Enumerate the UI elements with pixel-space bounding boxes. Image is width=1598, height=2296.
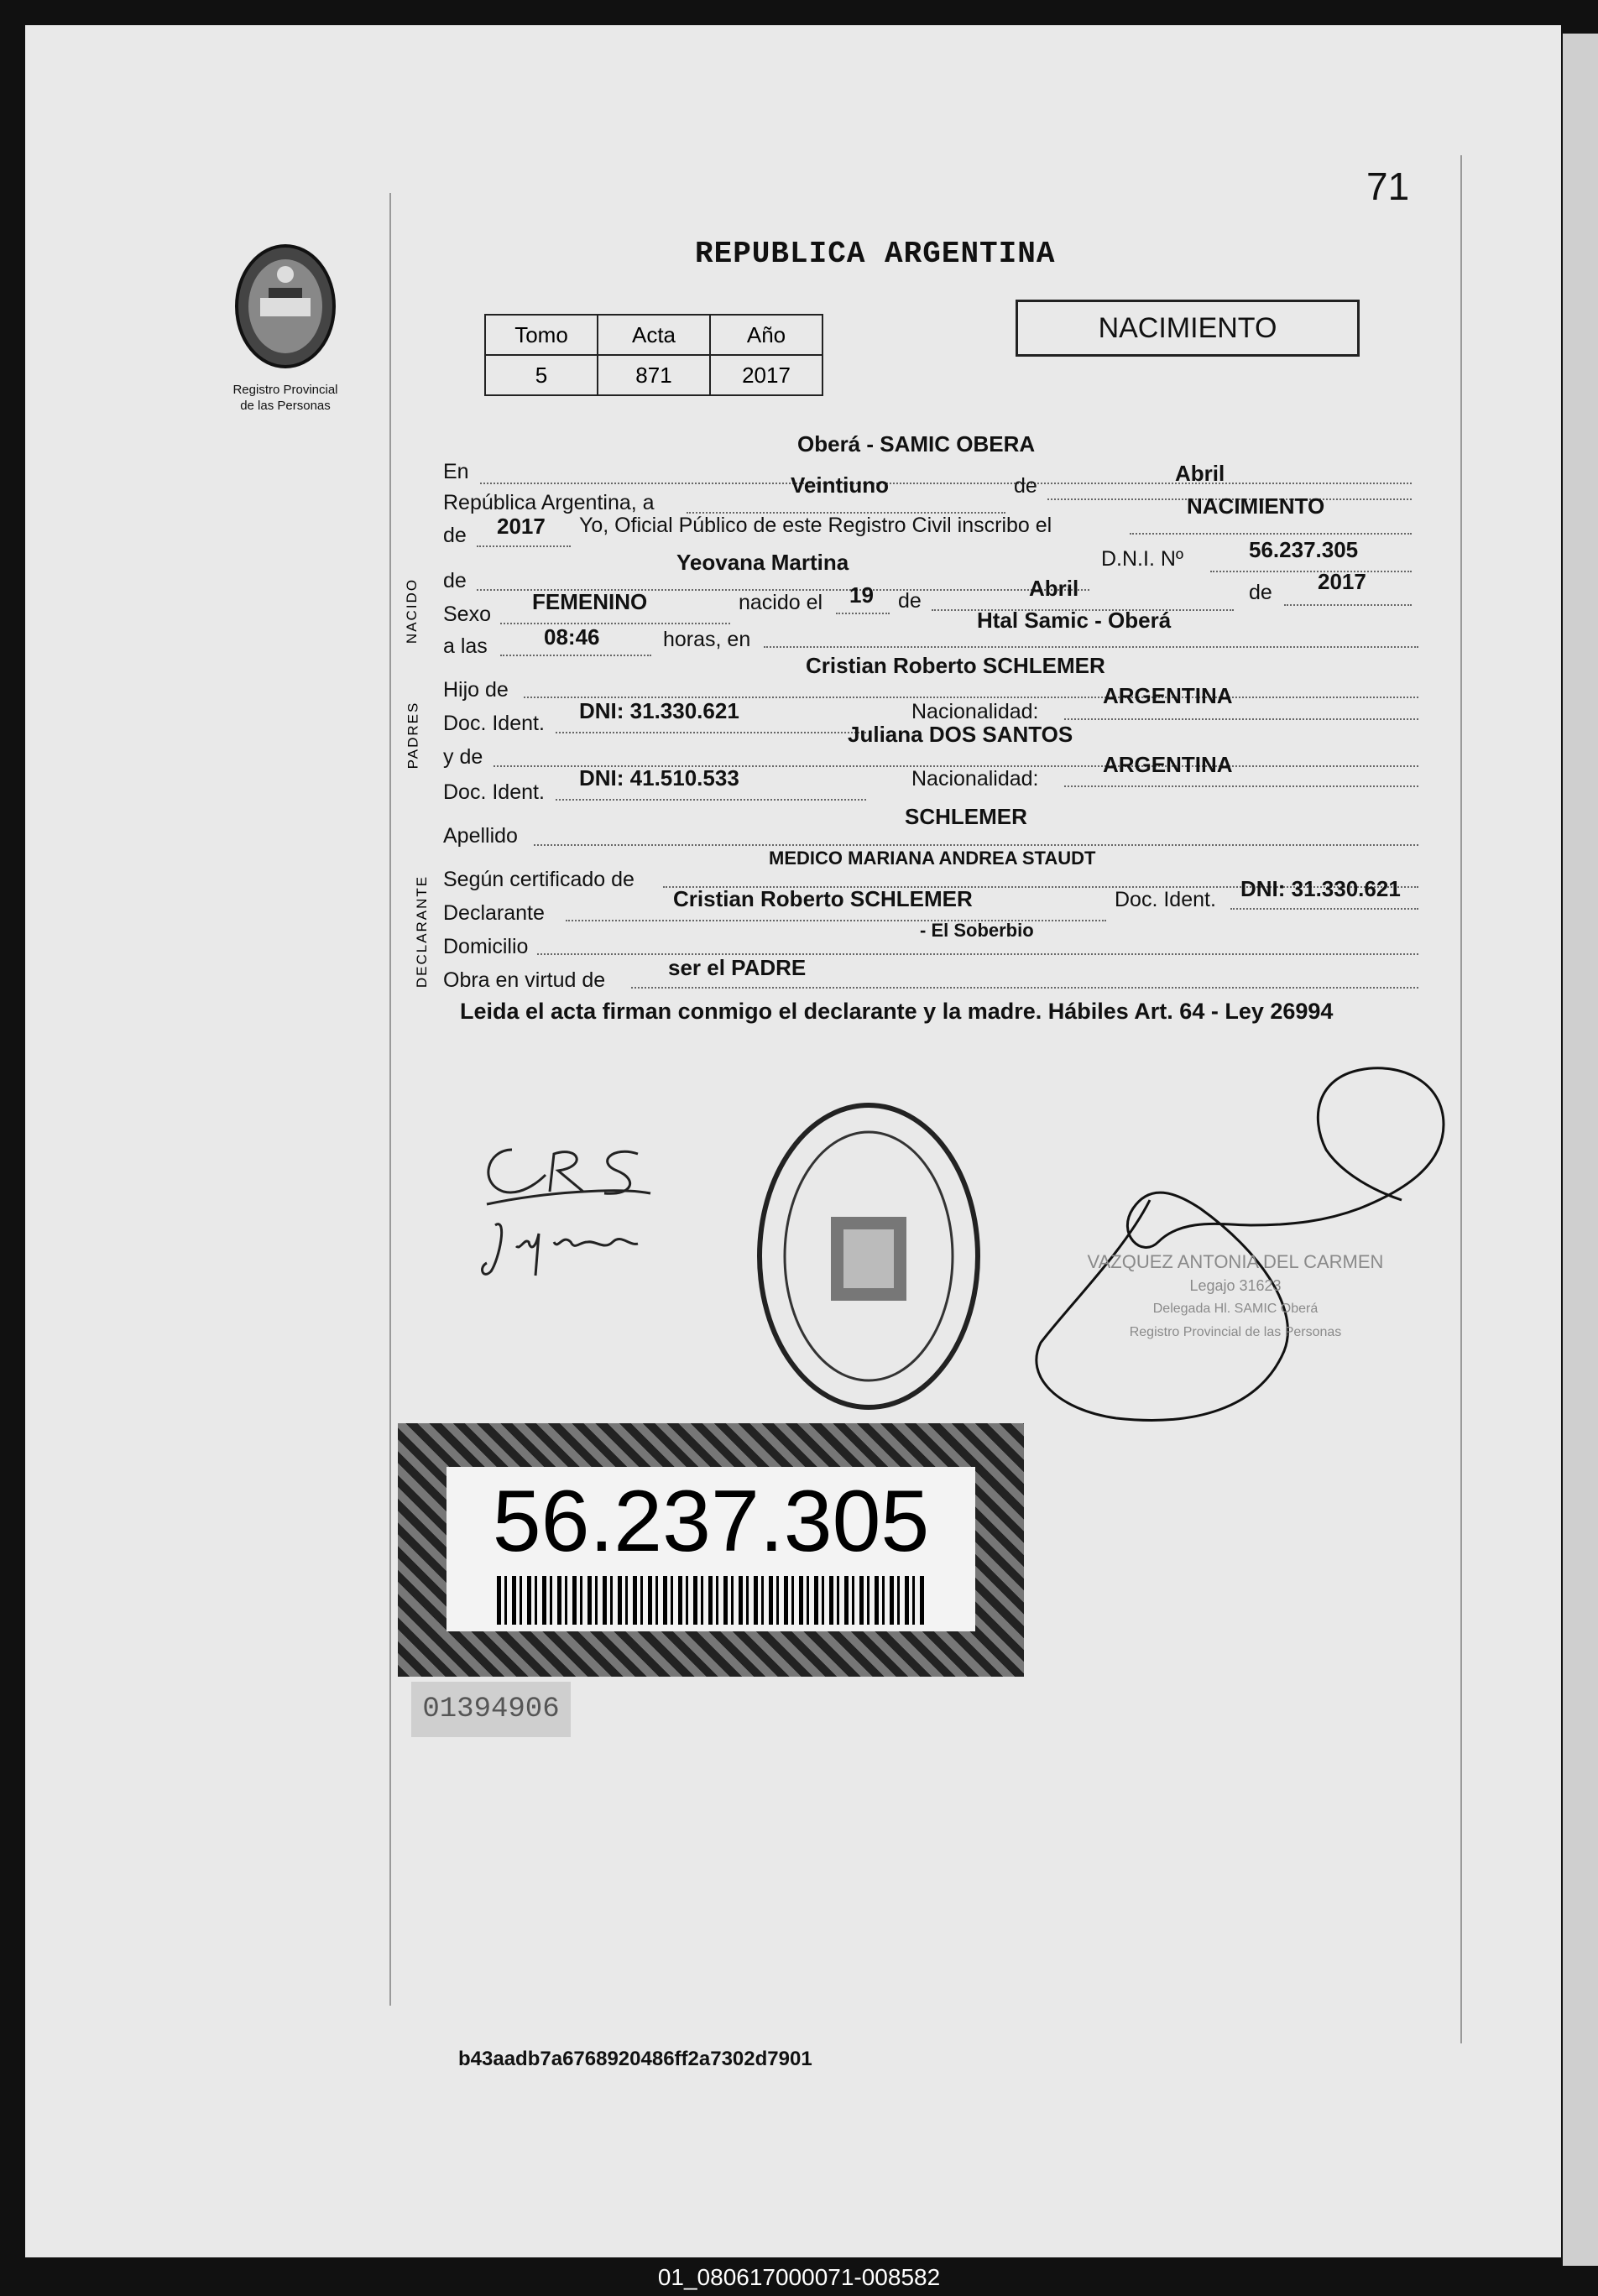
value-madre-nac: ARGENTINA bbox=[1103, 752, 1233, 777]
official-stamp-line3: Delegada Hl. SAMIC Oberá bbox=[1152, 1302, 1319, 1316]
registry-table bbox=[484, 314, 823, 396]
value-anio-nac: 2017 bbox=[1318, 569, 1366, 594]
label-en: En bbox=[443, 460, 469, 483]
label-doc-ident-madre: Doc. Ident. bbox=[443, 780, 545, 804]
value-mes-nac: Abril bbox=[1029, 576, 1079, 601]
value-hora: 08:46 bbox=[544, 624, 600, 650]
value-dni: 56.237.305 bbox=[1249, 537, 1359, 562]
barcode-number: 56.237.305 bbox=[492, 1473, 930, 1570]
value-declarante: Cristian Roberto SCHLEMER bbox=[673, 886, 973, 911]
value-tipo: NACIMIENTO bbox=[1187, 493, 1325, 519]
value-nombre: Yeovana Martina bbox=[676, 550, 849, 575]
acta-header: Acta bbox=[598, 315, 710, 355]
record-type-box: NACIMIENTO bbox=[1016, 300, 1360, 357]
value-lugar: Oberá - SAMIC OBERA bbox=[797, 431, 1036, 457]
acta-value: 871 bbox=[598, 355, 710, 395]
official-stamp-line4: Registro Provincial de las Personas bbox=[1129, 1325, 1342, 1339]
official-stamp bbox=[1059, 1250, 1412, 1344]
back-sheet-edge bbox=[1563, 34, 1598, 2266]
logo-caption bbox=[210, 382, 361, 414]
label-y-de: y de bbox=[443, 745, 483, 769]
stamp-number: 01394906 bbox=[411, 1682, 571, 1737]
value-madre: Juliana DOS SANTOS bbox=[848, 722, 1073, 747]
right-margin-rule bbox=[1460, 155, 1462, 2043]
value-dia-nac: 19 bbox=[849, 582, 874, 608]
anio-header: Año bbox=[710, 315, 822, 355]
side-label-declarante: DECLARANTE bbox=[414, 874, 431, 989]
document-title: REPUBLICA ARGENTINA bbox=[695, 237, 1056, 271]
footer-filename: 01_080617000071-008582 bbox=[657, 2264, 941, 2290]
signature-crs bbox=[470, 1125, 688, 1292]
logo-caption-line1: Registro Provincial bbox=[232, 383, 338, 397]
label-hijo-de: Hijo de bbox=[443, 678, 509, 702]
barcode-label bbox=[446, 1467, 975, 1631]
side-label-nacido: NACIDO bbox=[404, 577, 420, 644]
label-republica: República Argentina, a bbox=[443, 491, 655, 514]
document-hash: b43aadb7a6768920486ff2a7302d7901 bbox=[458, 2048, 812, 2070]
barcode-sticker bbox=[398, 1423, 1024, 1677]
value-sexo: FEMENINO bbox=[532, 589, 648, 614]
label-de-anio-nac: de bbox=[1249, 581, 1272, 604]
value-anio-inscripcion: 2017 bbox=[497, 514, 546, 539]
value-madre-dni: DNI: 41.510.533 bbox=[579, 765, 739, 791]
barcode-bars bbox=[497, 1576, 925, 1625]
label-segun: Según certificado de bbox=[443, 868, 634, 891]
value-domicilio: - El Soberbio bbox=[920, 920, 1034, 941]
label-de-anio: de bbox=[443, 524, 467, 547]
label-oficial: Yo, Oficial Público de este Registro Civil inscribo el bbox=[579, 514, 1052, 537]
official-stamp-line1: VAZQUEZ ANTONIA DEL CARMEN bbox=[1087, 1251, 1384, 1272]
label-obra: Obra en virtud de bbox=[443, 968, 606, 992]
value-dia-letras: Veintiuno bbox=[791, 472, 889, 498]
value-apellido: SCHLEMER bbox=[905, 804, 1027, 829]
value-padre-nac: ARGENTINA bbox=[1103, 683, 1233, 708]
label-nacionalidad-madre: Nacionalidad: bbox=[911, 767, 1039, 791]
label-de-mes: de bbox=[1014, 474, 1037, 498]
anio-value: 2017 bbox=[710, 355, 822, 395]
label-apellido: Apellido bbox=[443, 824, 518, 848]
label-declarante: Declarante bbox=[443, 901, 545, 925]
page-number: 71 bbox=[1366, 164, 1410, 208]
official-stamp-line2: Legajo 31623 bbox=[1189, 1277, 1282, 1294]
logo-caption-line2: de las Personas bbox=[240, 399, 331, 413]
tomo-value: 5 bbox=[485, 355, 598, 395]
label-a-las: a las bbox=[443, 634, 488, 658]
value-declarante-dni: DNI: 31.330.621 bbox=[1240, 876, 1401, 901]
label-nacionalidad-padre: Nacionalidad: bbox=[911, 700, 1039, 723]
value-mes: Abril bbox=[1175, 461, 1225, 486]
label-de-nombre: de bbox=[443, 569, 467, 592]
label-doc-ident-declarante: Doc. Ident. bbox=[1115, 888, 1216, 911]
side-label-padres: PADRES bbox=[405, 701, 421, 770]
label-de-mes-nac: de bbox=[898, 589, 922, 613]
value-obra: ser el PADRE bbox=[668, 955, 807, 980]
tomo-header: Tomo bbox=[485, 315, 598, 355]
value-certificado: MEDICO MARIANA ANDREA STAUDT bbox=[769, 848, 1096, 869]
value-lugar-nac: Htal Samic - Oberá bbox=[977, 608, 1172, 633]
left-margin-rule bbox=[389, 193, 391, 2006]
label-doc-ident-padre: Doc. Ident. bbox=[443, 712, 545, 735]
label-sexo: Sexo bbox=[443, 603, 491, 626]
label-horas-en: horas, en bbox=[663, 628, 751, 651]
label-nacido-el: nacido el bbox=[739, 591, 823, 614]
label-domicilio: Domicilio bbox=[443, 935, 529, 958]
coat-of-arms-logo bbox=[227, 239, 344, 373]
round-stamp bbox=[747, 1091, 990, 1422]
closing-note: Leida el acta firman conmigo el declarante y la madre. Hábiles Art. 64 - Ley 26994 bbox=[460, 999, 1334, 1024]
value-padre-dni: DNI: 31.330.621 bbox=[579, 698, 739, 723]
value-padre: Cristian Roberto SCHLEMER bbox=[806, 653, 1105, 678]
label-dni: D.N.I. Nº bbox=[1101, 547, 1184, 571]
